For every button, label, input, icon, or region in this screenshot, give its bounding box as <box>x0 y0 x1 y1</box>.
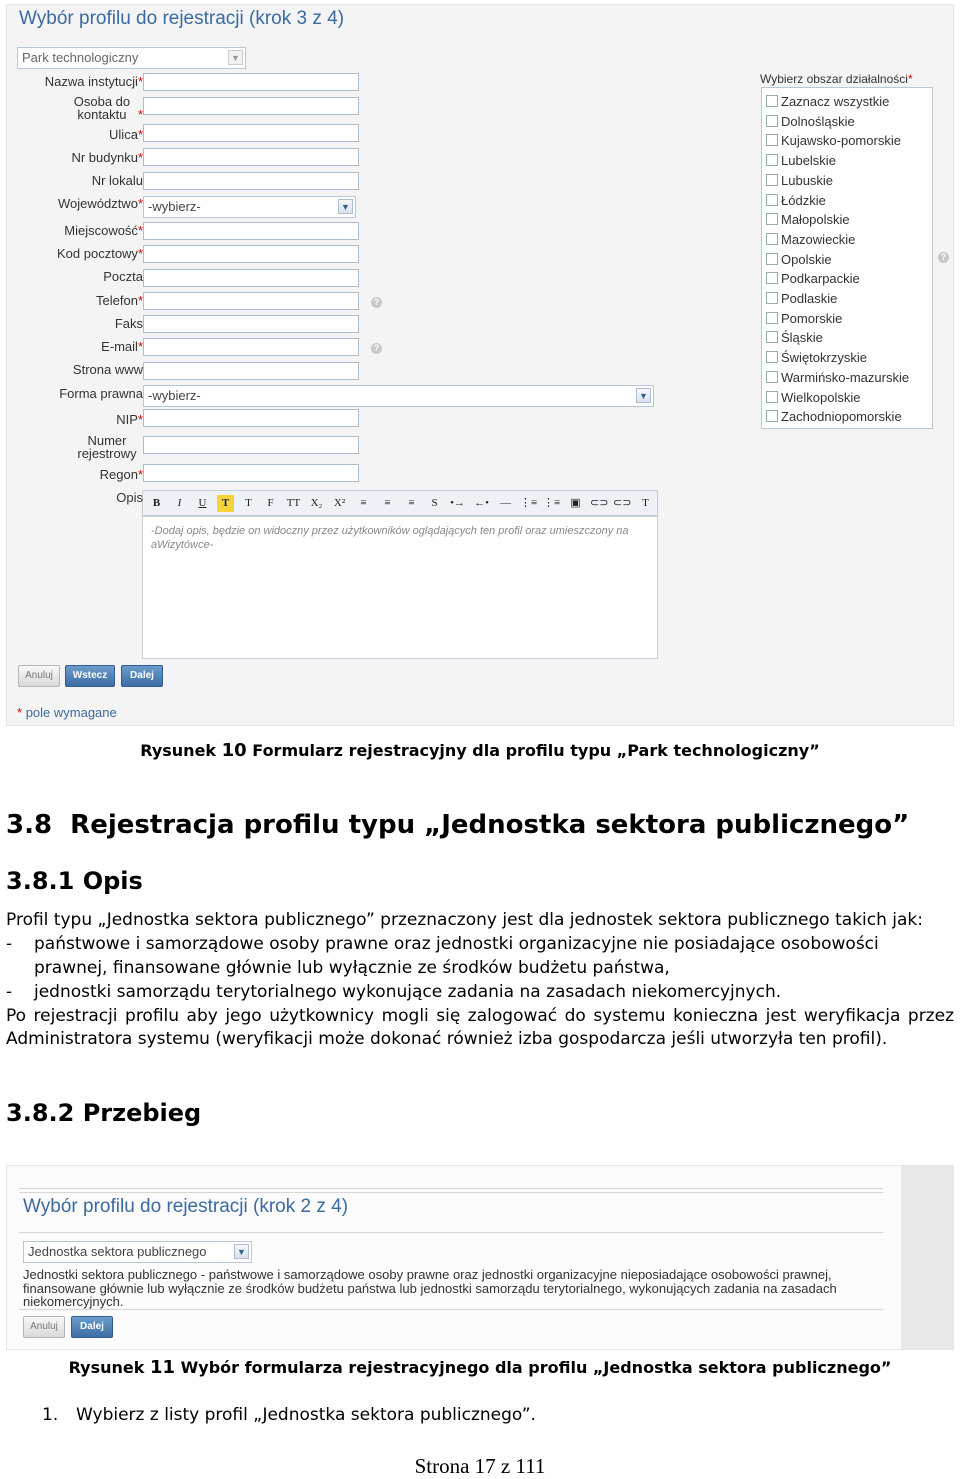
region-option[interactable] <box>766 173 833 192</box>
required-mark: * <box>137 339 143 354</box>
field-input[interactable] <box>143 73 359 91</box>
field-input[interactable] <box>143 362 359 380</box>
field-label-text: Kod pocztowy <box>57 246 138 261</box>
region-option[interactable] <box>766 409 902 428</box>
field-label <box>7 151 143 164</box>
required-mark: * <box>907 72 913 86</box>
toolbar-button[interactable]: •→ <box>450 497 465 509</box>
region-option[interactable] <box>766 330 823 349</box>
step-number: 1. <box>42 1405 59 1425</box>
divider <box>19 1309 883 1310</box>
checkbox-icon[interactable] <box>766 115 778 127</box>
field-label <box>7 413 143 426</box>
checkbox-icon[interactable] <box>766 410 778 422</box>
checkbox-icon[interactable] <box>766 391 778 403</box>
field-label-text: Miejscowość <box>64 223 138 238</box>
section-heading <box>6 810 909 840</box>
field-input[interactable] <box>143 292 359 310</box>
editor-placeholder: -Dodaj opis, będzie on widoczny przez użytkowników oglądających ten profil oraz umieszczony na aWizytówce- <box>151 525 629 551</box>
toolbar-button[interactable]: T <box>217 495 234 512</box>
field-label-text: Ulica <box>109 127 138 142</box>
cancel-button[interactable]: Anuluj <box>18 665 60 687</box>
toolbar-button[interactable]: ⋮≡ <box>543 497 561 509</box>
region-label: Śląskie <box>781 330 823 346</box>
required-mark: * <box>137 223 143 238</box>
bullet-item-2: jednostki samorządu terytorialnego wykonujące zadania na zasadach niekomercyjnych. <box>34 982 782 1002</box>
field-label <box>7 317 143 330</box>
checkbox-icon[interactable] <box>766 351 778 363</box>
next-button[interactable]: Dalej <box>121 665 163 687</box>
region-option[interactable] <box>766 212 850 231</box>
step-text: Wybierz z listy profil „Jednostka sektora publicznego”. <box>76 1405 536 1425</box>
field-input[interactable] <box>143 245 359 263</box>
required-mark: * <box>137 74 143 89</box>
region-option[interactable] <box>766 390 860 409</box>
region-option[interactable] <box>766 291 837 310</box>
checkbox-icon[interactable] <box>766 233 778 245</box>
checkbox-icon[interactable] <box>766 174 778 186</box>
field-label-text: Regon <box>99 467 138 482</box>
verification-paragraph-line2: Administratora systemu (weryfikacji może dokonać również izba gospodarcza jeśli utworzyła ten profil). <box>6 1029 888 1049</box>
region-label: Podkarpackie <box>781 271 860 287</box>
required-mark: * <box>137 127 143 142</box>
field-label <box>7 434 143 460</box>
bullet-mark: - <box>6 934 13 954</box>
field-label <box>7 197 143 210</box>
subsection-number: 3.8.1 <box>6 867 75 895</box>
toolbar-button[interactable]: ⊂⊃ <box>613 497 632 509</box>
field-label-text: Faks <box>114 316 143 331</box>
checkbox-icon[interactable] <box>766 272 778 284</box>
caption-number: 10 <box>221 740 247 761</box>
profile-type-select[interactable] <box>23 1241 252 1263</box>
field-label <box>7 294 143 307</box>
field-label <box>7 95 143 121</box>
checkbox-icon[interactable] <box>766 134 778 146</box>
field-label <box>7 75 143 88</box>
region-option[interactable] <box>766 311 842 330</box>
toolbar-button[interactable]: ≡ <box>384 497 391 509</box>
field-input[interactable] <box>143 97 359 115</box>
obszar-title-text: Wybierz obszar działalności <box>760 72 908 86</box>
field-label <box>7 270 143 283</box>
form-title: Wybór profilu do rejestracji (krok 2 z 4) <box>23 1196 349 1217</box>
region-label: Łódzkie <box>781 192 826 208</box>
caption-text: Wybór formularza rejestracyjnego dla profilu „Jednostka sektora publicznego” <box>180 1358 892 1377</box>
subsection-title: Opis <box>82 867 143 895</box>
region-option[interactable] <box>766 114 855 133</box>
chevron-down-icon: ▼ <box>234 1244 249 1259</box>
region-label: Wielkopolskie <box>781 389 861 405</box>
checkbox-icon[interactable] <box>766 312 778 324</box>
region-option[interactable] <box>766 271 860 290</box>
section-number: 3.8 <box>6 810 53 840</box>
figure-profile-selection-screenshot <box>6 1165 954 1350</box>
field-select[interactable] <box>143 196 356 218</box>
required-mark: * <box>137 246 143 261</box>
field-select-value: -wybierz- <box>148 199 201 214</box>
toolbar-button[interactable]: S <box>431 497 438 509</box>
subsection-title: Przebieg <box>82 1099 202 1127</box>
checkbox-icon[interactable] <box>766 292 778 304</box>
required-mark: * <box>137 107 143 122</box>
toolbar-button[interactable]: B <box>152 497 161 509</box>
field-input[interactable] <box>143 464 359 482</box>
toolbar-button[interactable]: T <box>245 497 252 509</box>
field-label-text: Numer rejestrowy <box>77 433 137 461</box>
checkbox-icon[interactable] <box>766 371 778 383</box>
description-editor[interactable] <box>142 516 658 659</box>
field-label <box>7 387 143 400</box>
help-icon[interactable]: ? <box>371 297 382 308</box>
required-note-text: pole wymagane <box>25 705 117 720</box>
subsection-number: 3.8.2 <box>6 1099 75 1127</box>
caption-number: 11 <box>149 1357 176 1378</box>
scrollbar-gutter <box>901 1166 953 1349</box>
field-label-text: Opis <box>116 490 143 505</box>
toolbar-button[interactable]: X₂ <box>310 497 323 509</box>
field-label <box>7 363 143 376</box>
intro-paragraph: Profil typu „Jednostka sektora publicznego” przeznaczony jest dla jednostek sektora publicznego takich jak: <box>6 910 924 930</box>
profile-type-value: Jednostka sektora publicznego <box>28 1244 207 1259</box>
field-label <box>7 247 143 260</box>
profile-type-select[interactable] <box>17 47 246 69</box>
region-label: Lubelskie <box>781 153 836 169</box>
profile-description: Jednostki sektora publicznego - państwowe i samorządowe osoby prawne oraz jednostki organizacyjne nieposiadające osobowości prawnej, finansowane głównie lub wyłącznie ze środków budżetu państwa lub jednostki samorządu terytorialnego, wykonujących zadania na zasadach niekomercyjnych. <box>23 1267 837 1309</box>
required-note <box>17 705 117 720</box>
field-label-text: Województwo <box>57 196 138 211</box>
required-mark: * <box>137 196 143 211</box>
caption-prefix: Rysunek <box>68 1358 145 1377</box>
region-label: Opolskie <box>781 251 832 267</box>
field-input[interactable] <box>143 222 359 240</box>
checkbox-icon[interactable] <box>766 95 778 107</box>
field-label-text: Strona www <box>72 362 143 377</box>
field-label-text: NIP <box>116 412 138 427</box>
section-title: Rejestracja profilu typu „Jednostka sektora publicznego” <box>70 810 910 840</box>
divider <box>19 1192 883 1193</box>
toolbar-button[interactable]: TT <box>286 497 301 509</box>
field-label-text: Osoba do kontaktu <box>73 94 131 122</box>
checkbox-icon[interactable] <box>766 154 778 166</box>
divider <box>19 1232 883 1233</box>
field-label-text: Forma prawna <box>59 386 143 401</box>
caption-text: Formularz rejestracyjny dla profilu typu „Park technologiczny” <box>252 741 820 760</box>
toolbar-button[interactable]: I <box>177 497 182 509</box>
subsection-heading-przebieg <box>6 1099 201 1127</box>
region-label: Małopolskie <box>781 212 850 228</box>
region-label: Dolnośląskie <box>781 113 855 129</box>
region-label: Pomorskie <box>781 310 843 326</box>
bullet-mark: - <box>6 982 13 1002</box>
toolbar-button[interactable]: T <box>642 497 649 509</box>
field-label-text: Nazwa instytucji <box>44 74 138 89</box>
chevron-down-icon: ▼ <box>338 199 353 214</box>
page-footer: Strona 17 z 111 <box>414 1454 546 1478</box>
field-label <box>7 224 143 237</box>
chevron-down-icon: ▼ <box>228 50 243 65</box>
region-label: Warmińsko-mazurskie <box>781 369 910 385</box>
region-option[interactable] <box>766 133 901 152</box>
field-label <box>7 340 143 353</box>
toolbar-button[interactable]: U <box>198 497 207 509</box>
figure-caption-10 <box>0 740 960 761</box>
region-option[interactable] <box>766 252 832 271</box>
region-option[interactable] <box>766 232 855 251</box>
region-option[interactable] <box>766 153 836 172</box>
field-label <box>7 128 143 141</box>
field-input[interactable] <box>143 338 359 356</box>
back-button[interactable]: Wstecz <box>65 665 115 687</box>
field-input[interactable] <box>143 124 359 142</box>
region-label: Świętokrzyskie <box>781 350 867 366</box>
field-input[interactable] <box>143 148 359 166</box>
field-label-text: Nr lokalu <box>91 173 143 188</box>
toolbar-button[interactable]: ←• <box>474 497 489 509</box>
field-input[interactable] <box>143 409 359 427</box>
help-icon[interactable]: ? <box>938 252 949 263</box>
profile-type-value: Park technologiczny <box>22 50 139 65</box>
toolbar-button[interactable]: ▣ <box>570 497 581 509</box>
checkbox-icon[interactable] <box>766 253 778 265</box>
required-mark: * <box>137 467 143 482</box>
field-label <box>7 491 143 504</box>
checkbox-icon[interactable] <box>766 331 778 343</box>
field-label-text: Poczta <box>103 269 143 284</box>
field-label <box>7 174 143 187</box>
toolbar-button[interactable]: X² <box>333 497 346 509</box>
form-title: Wybór profilu do rejestracji (krok 3 z 4) <box>19 8 345 29</box>
region-option[interactable] <box>766 193 826 212</box>
editor-toolbar <box>142 490 658 516</box>
toolbar-button[interactable]: ⊂⊃ <box>590 497 609 509</box>
obszar-title <box>760 72 913 86</box>
field-input[interactable] <box>143 172 359 190</box>
region-label: Kujawsko-pomorskie <box>781 133 901 149</box>
region-option[interactable] <box>766 94 889 113</box>
checkbox-icon[interactable] <box>766 213 778 225</box>
region-label: Zachodniopomorskie <box>781 409 902 425</box>
cancel-button[interactable]: Anuluj <box>23 1316 65 1338</box>
toolbar-button[interactable]: ≡ <box>408 497 415 509</box>
subsection-heading-opis <box>6 867 143 895</box>
toolbar-button[interactable]: ⋮≡ <box>520 497 538 509</box>
required-mark: * <box>137 412 143 427</box>
region-option[interactable] <box>766 350 867 369</box>
field-input[interactable] <box>143 436 359 454</box>
help-icon[interactable]: ? <box>371 343 382 354</box>
field-input[interactable] <box>143 269 359 287</box>
field-label <box>7 468 143 481</box>
region-label: Mazowieckie <box>781 231 856 247</box>
field-input[interactable] <box>143 315 359 333</box>
bullet-item-1: państwowe i samorządowe osoby prawne oraz jednostki organizacyjne nie posiadające osobowości prawnej, finansowane głównie lub wyłącznie ze środków budżetu państwa, <box>34 934 879 978</box>
field-label-text: Nr budynku <box>71 150 138 165</box>
field-select-value: -wybierz- <box>148 388 201 403</box>
figure-caption-11 <box>0 1357 960 1378</box>
next-button[interactable]: Dalej <box>71 1316 113 1338</box>
field-label-text: Telefon <box>96 293 138 308</box>
checkbox-icon[interactable] <box>766 194 778 206</box>
verification-paragraph-line1: Po rejestracji profilu aby jego użytkownicy mogli się zalogować do systemu konieczna jest weryfikacja przez <box>6 1006 954 1026</box>
region-label: Podlaskie <box>781 291 838 306</box>
chevron-down-icon: ▼ <box>636 388 651 403</box>
required-mark: * <box>137 293 143 308</box>
toolbar-button[interactable]: ≡ <box>360 497 367 509</box>
caption-prefix: Rysunek <box>140 741 217 760</box>
region-label: Zaznacz wszystkie <box>781 94 890 109</box>
region-option[interactable] <box>766 370 909 389</box>
region-label: Lubuskie <box>781 172 834 188</box>
toolbar-button[interactable]: F <box>267 497 274 509</box>
field-label-text: E-mail <box>101 339 138 354</box>
toolbar-button[interactable]: — <box>500 497 511 509</box>
field-select[interactable] <box>143 385 654 407</box>
region-checkbox-list <box>761 87 933 429</box>
required-mark: * <box>137 150 143 165</box>
figure-registration-form-screenshot <box>6 4 954 726</box>
divider <box>19 1188 883 1189</box>
required-mark: * <box>17 705 23 720</box>
